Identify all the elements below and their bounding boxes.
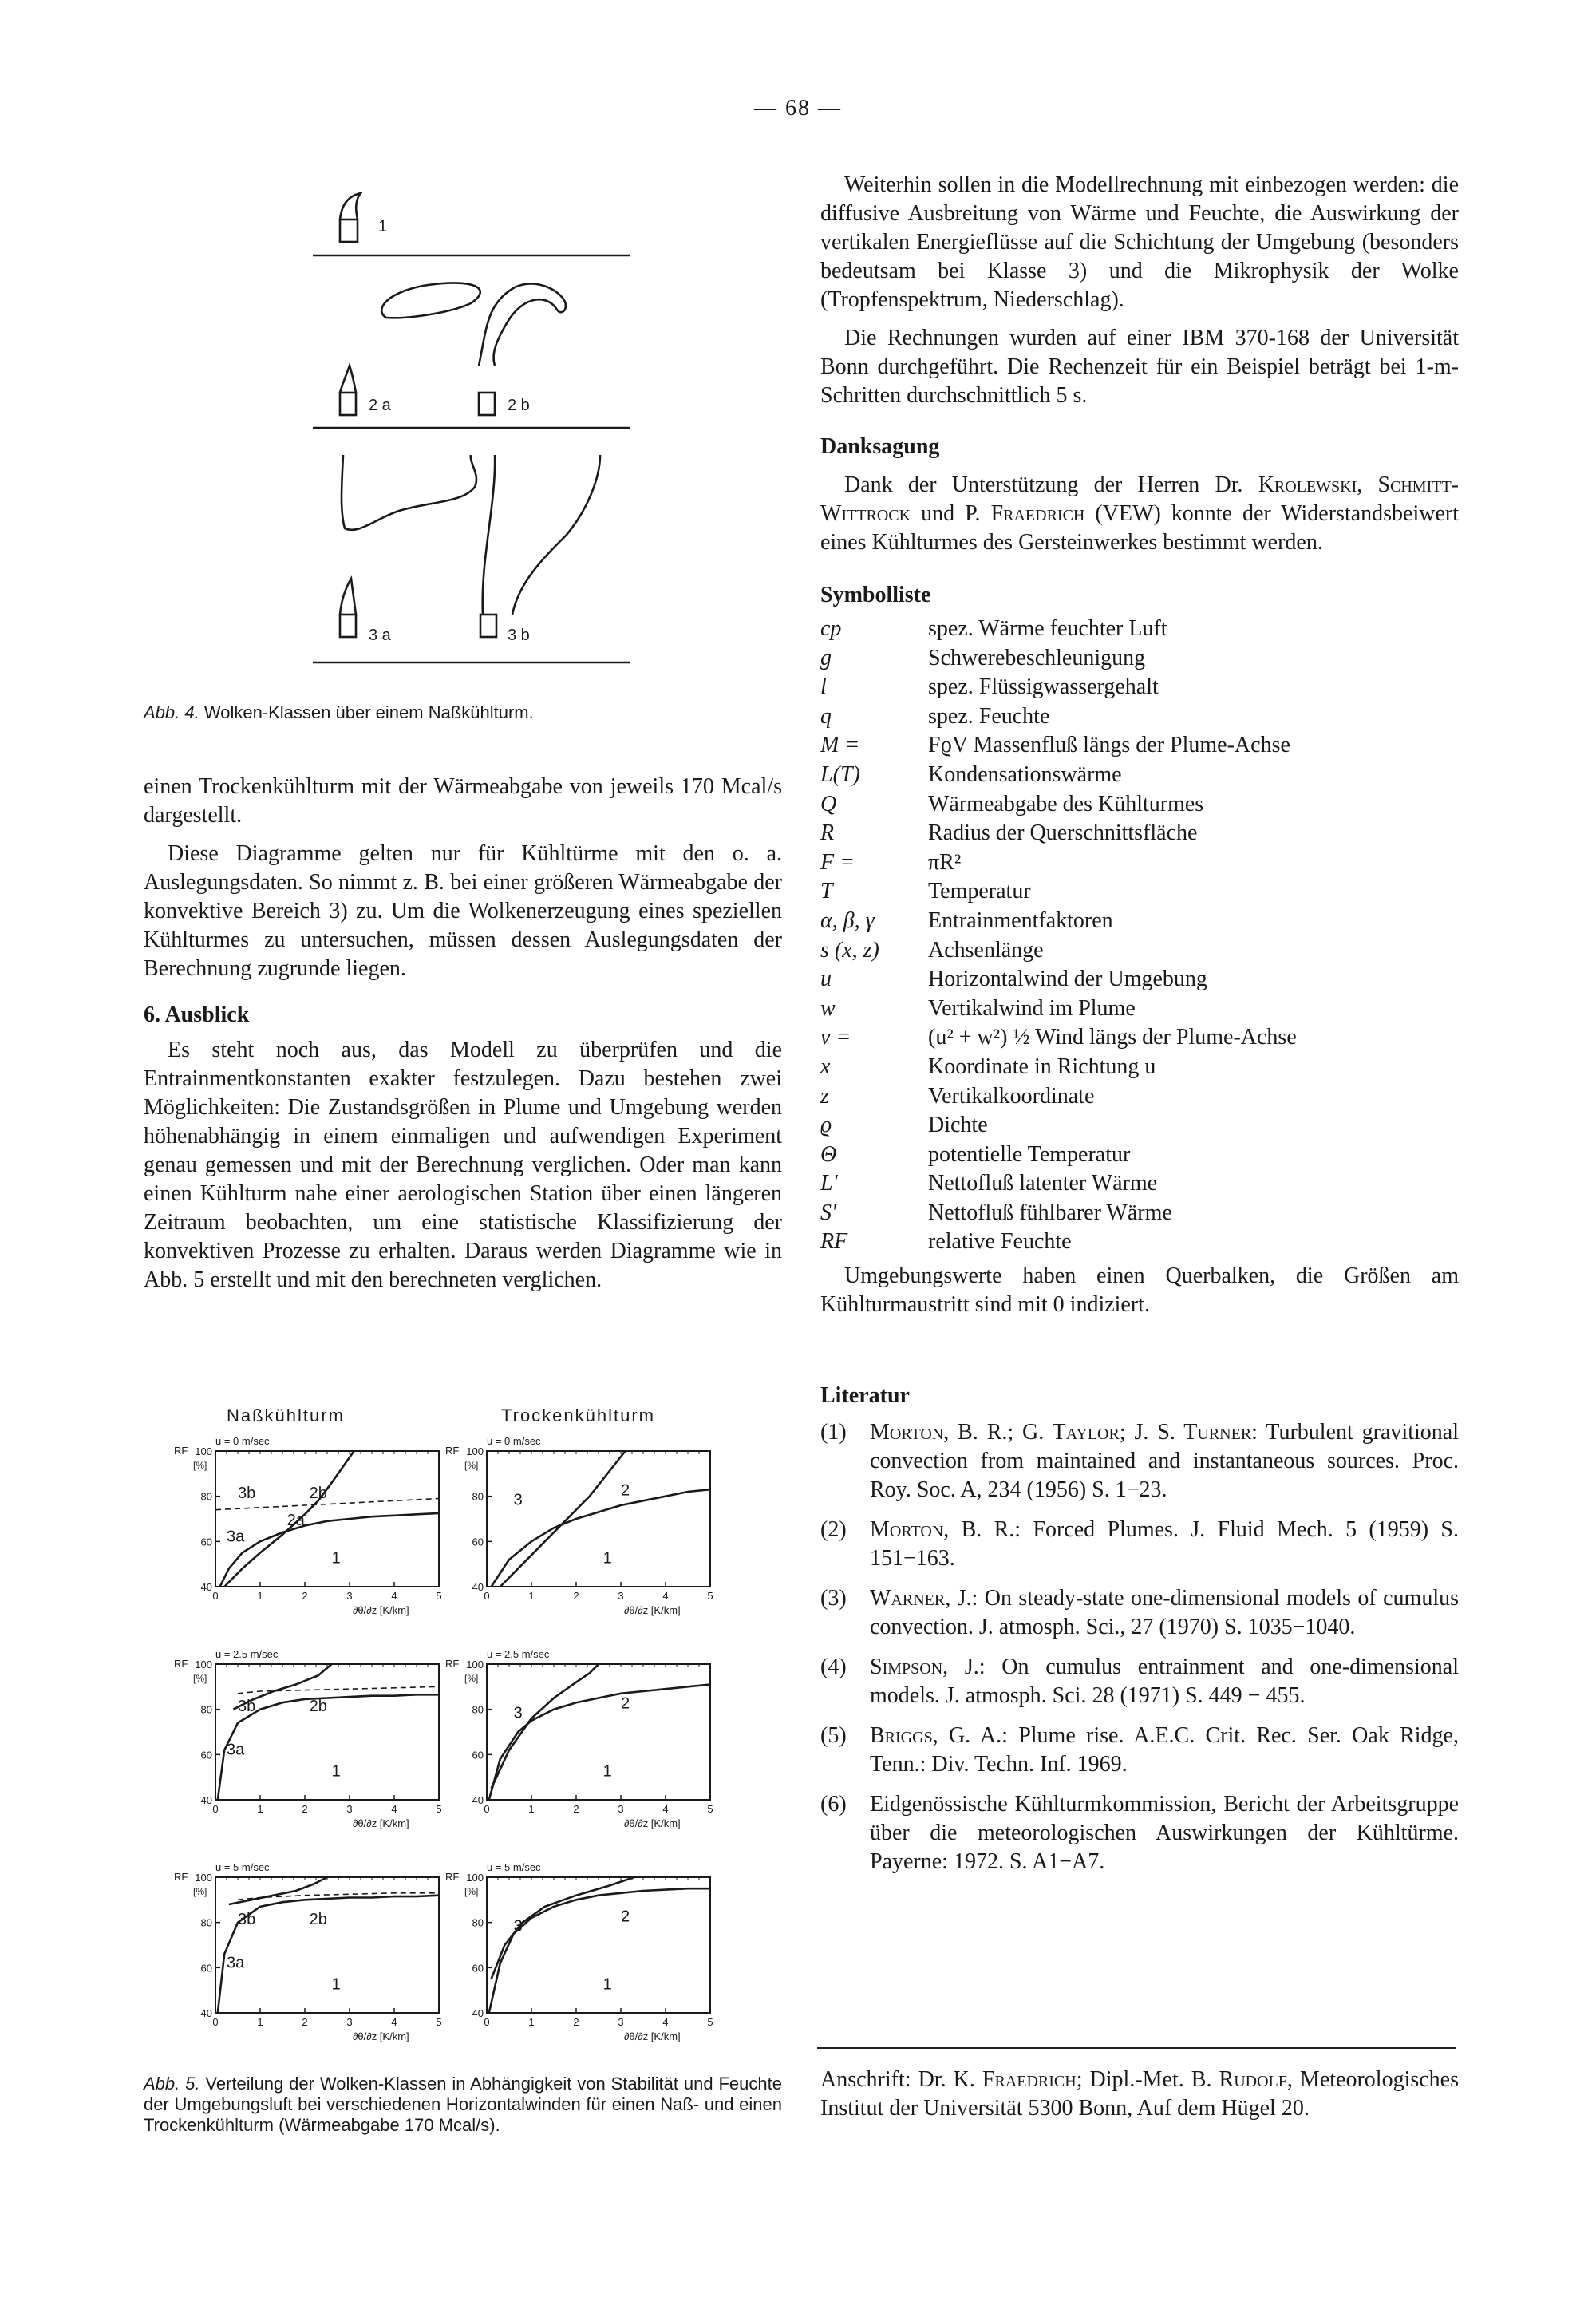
region-label: 3	[513, 1491, 523, 1509]
figure-5-caption-text: Verteilung der Wolken-Klassen in Abhängigkeit von Stabilität und Feuchte der Umgebungsluft bei verschiedenen Horizontalwinden für einen Naß- und einen Trockenkühlturm (Wärmeabgabe 170 Mcal/s).	[144, 2074, 782, 2135]
heading-thanks: Danksagung	[820, 434, 940, 459]
symbol-row	[820, 673, 1459, 702]
y-axis-unit: [%]	[193, 1886, 207, 1897]
boundary-line	[220, 1513, 439, 1587]
y-tick-label: 80	[472, 1916, 484, 1929]
symbol-description: Entrainmentfaktoren	[928, 907, 1113, 933]
x-tick-label: 5	[707, 2016, 713, 2028]
symbol-row	[820, 761, 1459, 790]
x-axis-label: ∂θ/∂z [K/km]	[624, 1817, 681, 1829]
region-label: 2a	[286, 1512, 305, 1529]
x-tick-label: 3	[618, 1803, 624, 1815]
symbol-description: spez. Feuchte	[928, 703, 1050, 729]
region-label: 1	[331, 1549, 341, 1568]
x-tick-label: 0	[484, 1590, 490, 1602]
reference-text	[870, 1722, 1459, 1779]
symbol-description: Kondensationswärme	[928, 761, 1122, 787]
reference-text	[870, 1584, 1459, 1642]
region-label: 3a	[227, 1954, 245, 1972]
thanks-part-2: ,	[1357, 472, 1378, 497]
para-model: Weiterhin sollen in die Modellrechnung mit einbezogen werden: die diffusive Ausbreitung von Wärme und Feuchte, die Auswirkung der vertikalen Energieflüsse auf die Schichtung der Umgebung (besonders bedeutsam bei Klasse 3) und die Mikrophysik der Wolke (Tropfenspektrum, Niederschlag).	[820, 172, 1459, 312]
symbol-key: u	[820, 967, 832, 992]
address-name-rudolf: Rudolf	[1219, 2067, 1287, 2092]
para-computation: Die Rechnungen wurden auf einer IBM 370-168 der Universität Bonn durchgeführt. Die Rechenzeit für ein Beispiel beträgt bei 1-m-Schritten durchschnittlich 5 s.	[820, 326, 1459, 408]
symbol-key: L(T)	[820, 761, 860, 787]
tower-2b	[479, 393, 495, 415]
symbol-description: Temperatur	[928, 879, 1031, 904]
y-axis-unit: [%]	[193, 1673, 207, 1684]
symbol-row	[820, 1169, 1459, 1199]
y-tick-label: 40	[472, 1581, 484, 1593]
para-diagrams: Diese Diagramme gelten nur für Kühltürme mit den o. a. Auslegungsdaten. So nimmt z. B. bei einer größeren Wärmeabgabe der konvektive Bereich 3) zu. Um die Wolkenerzeugung eines speziellen Kühlturmes zu untersuchen, müssen dessen Auslegungsdaten der Berechnung zugrunde liegen.	[144, 841, 782, 981]
y-tick-label: 80	[200, 1490, 212, 1503]
symbol-description: relative Feuchte	[928, 1229, 1072, 1255]
reference-body: Plume rise. A.E.C. Crit. Rec. Ser. Oak Ridge, Tenn.: Div. Techn. Inf. 1969.	[870, 1723, 1459, 1777]
address-part-2: ; Dipl.-Met. B.	[1076, 2067, 1219, 2092]
symbol-key: L'	[820, 1171, 838, 1196]
y-tick-label: 60	[472, 1749, 484, 1761]
y-tick-label: 60	[200, 1536, 212, 1548]
symbol-description: potentielle Temperatur	[928, 1141, 1131, 1167]
fig5-title-wet: Naßkühlturm	[227, 1406, 345, 1425]
y-tick-label: 100	[195, 1659, 212, 1670]
symbol-description: Horizontalwind der Umgebung	[928, 967, 1207, 992]
reference-body: On cumulus entrainment and one-dimensional models. J. atmosph. Sci. 28 (1971) S. 449 − 455.	[870, 1655, 1459, 1709]
y-tick-label: 80	[200, 1703, 212, 1716]
region-label: 2	[621, 1908, 630, 1926]
y-axis-label: RF	[174, 1871, 188, 1883]
symbol-description: Dichte	[928, 1113, 988, 1138]
boundary-line	[492, 1664, 598, 1789]
reference-number: (4)	[820, 1655, 847, 1680]
fig4-cloud-2a	[381, 283, 480, 318]
chart-frame	[215, 1451, 439, 1587]
fig5-title-dry: Trockenkühlturm	[501, 1406, 656, 1425]
symbol-row	[820, 615, 1459, 644]
reference-body: Turbulent gravitional convection from maintained and instantaneous sources. Proc. Roy. Soc. A, 234 (1956) S. 1−23.	[870, 1420, 1459, 1503]
reference-number: (2)	[820, 1517, 847, 1543]
para-continuation: einen Trockenkühlturm mit der Wärmeabgabe von jeweils 170 Mcal/s dargestellt.	[144, 774, 782, 828]
symbol-row	[820, 731, 1459, 761]
address-rule	[817, 2047, 1456, 2049]
reference-author: Warner, J.:	[870, 1586, 978, 1611]
symbol-key: cp	[820, 616, 842, 641]
reference-body: Forced Plumes. J. Fluid Mech. 5 (1959) S. 151−163.	[870, 1517, 1459, 1572]
page-number: — 68 —	[754, 96, 842, 121]
reference-author: Briggs, G. A.:	[870, 1723, 1008, 1749]
chart-title: u = 0 m/sec	[487, 1435, 541, 1447]
symbol-key: w	[820, 995, 836, 1021]
boundary-line	[492, 1877, 634, 1979]
reference-author: Simpson, J.:	[870, 1655, 986, 1680]
symbol-key: ϱ	[820, 1113, 832, 1138]
y-tick-label: 100	[195, 1445, 212, 1457]
y-tick-label: 60	[472, 1962, 484, 1975]
para-thanks	[820, 471, 1459, 557]
region-label: 2	[621, 1694, 630, 1713]
x-tick-label: 5	[707, 1590, 713, 1602]
symbol-row	[820, 848, 1459, 878]
symbol-key: g	[820, 645, 832, 670]
x-tick-label: 4	[391, 1803, 397, 1815]
symbol-description: Achsenlänge	[928, 937, 1044, 963]
symbol-row	[820, 1199, 1459, 1228]
reference-number: (1)	[820, 1420, 847, 1445]
region-label: 2b	[309, 1698, 327, 1715]
y-axis-unit: [%]	[464, 1886, 479, 1897]
symbol-key: Q	[820, 791, 837, 816]
x-tick-label: 4	[662, 1590, 669, 1602]
symbol-row	[820, 1082, 1459, 1112]
boundary-line	[492, 1489, 710, 1587]
symbol-row	[820, 1141, 1459, 1170]
chart-title: u = 2.5 m/sec	[487, 1648, 550, 1660]
x-tick-label: 4	[662, 2016, 669, 2028]
x-axis-label: ∂θ/∂z [K/km]	[353, 1817, 409, 1829]
reference-item	[820, 1516, 1459, 1573]
x-tick-label: 2	[573, 1803, 579, 1815]
symbol-description: FϱV Massenfluß längs der Plume-Achse	[928, 733, 1290, 758]
x-tick-label: 5	[436, 2016, 442, 2028]
reference-item	[820, 1418, 1459, 1504]
y-tick-label: 60	[200, 1749, 212, 1761]
x-tick-label: 3	[346, 1590, 353, 1602]
x-tick-label: 1	[257, 2016, 263, 2028]
region-label: 3	[513, 1704, 523, 1722]
chart-frame	[215, 1877, 439, 2013]
reference-item	[820, 1722, 1459, 1779]
reference-item	[820, 1790, 1459, 1876]
symbol-description: Koordinate in Richtung u	[928, 1054, 1156, 1079]
chart-frame	[487, 1664, 710, 1800]
figure-5-charts	[144, 1429, 750, 2051]
thanks-part-3: und P.	[911, 501, 991, 526]
x-tick-label: 1	[528, 1803, 535, 1815]
tower-2a	[340, 366, 356, 415]
symbol-row	[820, 1111, 1459, 1141]
x-tick-label: 0	[212, 1803, 219, 1815]
region-label: 2	[621, 1481, 630, 1500]
x-tick-label: 5	[707, 1803, 713, 1815]
symbol-key: F =	[820, 849, 855, 875]
x-axis-label: ∂θ/∂z [K/km]	[624, 2030, 681, 2042]
region-label: 3b	[238, 1485, 256, 1502]
region-label: 3b	[238, 1911, 256, 1928]
thanks-part-1: Dank der Unterstützung der Herren Dr.	[844, 472, 1258, 497]
symbol-row	[820, 644, 1459, 674]
y-axis-label: RF	[445, 1871, 460, 1883]
reference-number: (6)	[820, 1792, 847, 1817]
reference-body: On steady-state one-dimensional models of cumulus convection. J. atmosph. Sci., 27 (1970) S. 1035−1040.	[870, 1586, 1459, 1640]
region-label: 1	[602, 1975, 612, 1994]
y-axis-label: RF	[445, 1658, 460, 1670]
y-axis-unit: [%]	[464, 1460, 479, 1471]
right-column-text	[820, 171, 1459, 1888]
x-tick-label: 2	[302, 1590, 308, 1602]
x-tick-label: 3	[618, 2016, 624, 2028]
y-tick-label: 100	[466, 1445, 484, 1457]
reference-text	[870, 1653, 1459, 1710]
reference-author: Morton, B. R.:	[870, 1517, 1021, 1543]
para-outlook: Es steht noch aus, das Modell zu überprüfen und die Entrainmentkonstanten exakter festzulegen. Dazu bestehen zwei Möglichkeiten: Die Zustandsgrößen in Plume und Umgebung werden höhenabhängig in einem einmaligen und aufwendigen Experiment genau gemessen und mit der Berechnung verglichen. Oder man kann einen Kühlturm nahe einer aerologischen Station über einen längeren Zeitraum beobachten, um eine statistische Klassifizierung der konvektiven Prozesse zu erhalten. Daraus werden Diagramme wie in Abb. 5 erstellt und mit den berechneten verglichen.	[144, 1038, 782, 1292]
x-tick-label: 1	[528, 2016, 535, 2028]
x-tick-label: 3	[618, 1590, 624, 1602]
symbol-key: M =	[820, 733, 860, 758]
symbol-description: Wärmeabgabe des Kühlturmes	[928, 791, 1204, 816]
symbol-row	[820, 907, 1459, 936]
symbol-description: Nettofluß fühlbarer Wärme	[928, 1200, 1172, 1225]
chart-frame	[215, 1664, 439, 1800]
symbol-key: α, β, γ	[820, 907, 875, 933]
x-tick-label: 0	[212, 2016, 219, 2028]
figure-4	[303, 184, 654, 678]
address	[820, 2066, 1459, 2123]
y-axis-unit: [%]	[464, 1673, 479, 1684]
y-axis-label: RF	[174, 1445, 188, 1457]
symbol-key: z	[820, 1083, 829, 1109]
symbol-description: Nettofluß latenter Wärme	[928, 1171, 1158, 1196]
heading-symbols: Symbolliste	[820, 583, 931, 607]
x-axis-label: ∂θ/∂z [K/km]	[353, 1604, 409, 1616]
reference-body: Eidgenössische Kühlturmkommission, Bericht der Arbeitsgruppe über die meteorologischen Auswirkungen der Kühltürme. Payerne: 1972. S. A1−A7.	[870, 1792, 1459, 1875]
x-axis-label: ∂θ/∂z [K/km]	[353, 2030, 409, 2042]
reference-list	[820, 1418, 1459, 1876]
address-part-3: , Meteorologisches Institut der Universität 5300 Bonn, Auf dem Hügel 20.	[820, 2067, 1459, 2121]
x-axis-label: ∂θ/∂z [K/km]	[624, 1604, 681, 1616]
y-tick-label: 40	[472, 2007, 484, 2019]
x-tick-label: 2	[573, 1590, 579, 1602]
symbol-key: RF	[820, 1229, 848, 1255]
figure-5-caption-label: Abb. 5.	[144, 2074, 200, 2094]
fig4-cloud-3a	[342, 455, 476, 530]
chart-frame	[487, 1877, 710, 2013]
x-tick-label: 4	[391, 1590, 397, 1602]
symbol-description: spez. Wärme feuchter Luft	[928, 616, 1167, 641]
y-tick-label: 40	[200, 1794, 212, 1806]
reference-item	[820, 1584, 1459, 1642]
region-label: 3	[513, 1917, 523, 1935]
fig4-label-2a: 2 a	[369, 397, 391, 414]
tower-1	[340, 193, 361, 242]
symbol-description: (u² + w²) ½ Wind längs der Plume-Achse	[928, 1025, 1297, 1050]
symbol-key: R	[820, 820, 835, 846]
left-column-text	[144, 773, 782, 1304]
symbol-description: Radius der Querschnittsfläche	[928, 820, 1198, 846]
symbol-key: v =	[820, 1025, 851, 1050]
y-tick-label: 60	[472, 1536, 484, 1548]
reference-text	[870, 1790, 1459, 1876]
y-tick-label: 100	[195, 1872, 212, 1884]
symbol-row	[820, 965, 1459, 994]
symbol-key: T	[820, 879, 833, 904]
reference-number: (5)	[820, 1723, 847, 1749]
x-tick-label: 2	[302, 2016, 308, 2028]
region-label: 1	[602, 1762, 612, 1781]
symbol-row	[820, 702, 1459, 732]
thanks-name-schmitt-wittrock: Schmitt-Wittrock	[820, 472, 1460, 526]
chart-title: u = 2.5 m/sec	[215, 1648, 279, 1660]
x-tick-label: 3	[346, 2016, 353, 2028]
symbol-key: q	[820, 703, 832, 729]
x-tick-label: 1	[528, 1590, 535, 1602]
x-tick-label: 0	[484, 1803, 490, 1815]
x-tick-label: 0	[212, 1590, 219, 1602]
figure-4-caption	[144, 702, 766, 723]
region-label: 3b	[238, 1698, 256, 1715]
y-tick-label: 100	[466, 1659, 484, 1670]
symbol-row	[820, 1228, 1459, 1257]
x-tick-label: 5	[436, 1590, 442, 1602]
x-tick-label: 5	[436, 1803, 442, 1815]
x-tick-label: 2	[302, 1803, 308, 1815]
region-label: 3a	[227, 1528, 245, 1546]
fig4-cloud-3b	[483, 455, 600, 615]
region-label: 3a	[227, 1741, 245, 1759]
region-label: 1	[331, 1762, 341, 1781]
address-part-1: Anschrift: Dr. K.	[820, 2067, 982, 2092]
fig4-label-3a: 3 a	[369, 627, 391, 644]
figure-4-caption-text: Wolken-Klassen über einem Naßkühlturm.	[203, 702, 534, 722]
y-tick-label: 40	[200, 2007, 212, 2019]
region-label: 1	[602, 1549, 612, 1568]
x-tick-label: 0	[484, 2016, 490, 2028]
region-label: 1	[331, 1975, 341, 1994]
symbol-description: Vertikalkoordinate	[928, 1083, 1095, 1109]
address-name-fraedrich: Fraedrich	[982, 2067, 1077, 2092]
fig4-cloud-2b	[479, 283, 566, 366]
symbol-list	[820, 615, 1459, 1257]
figure-5-caption	[144, 2074, 782, 2136]
symbol-description: Vertikalwind im Plume	[928, 995, 1136, 1021]
thanks-part-4: (VEW) konnte der Widerstandsbeiwert eines Kühlturmes des Gersteinwerkes bestimmt werden.	[820, 501, 1460, 555]
thanks-name-fraedrich: Fraedrich	[990, 501, 1085, 526]
symbol-row	[820, 1023, 1459, 1053]
tower-3b	[480, 615, 496, 637]
x-tick-label: 1	[257, 1803, 263, 1815]
reference-number: (3)	[820, 1586, 847, 1611]
reference-text	[870, 1516, 1459, 1573]
x-tick-label: 1	[257, 1590, 263, 1602]
y-tick-label: 40	[200, 1581, 212, 1593]
symbol-description: πR²	[928, 849, 962, 875]
reference-author: Morton, B. R.; G. Taylor; J. S. Turner:	[870, 1420, 1258, 1445]
x-tick-label: 4	[391, 2016, 397, 2028]
symbol-description: spez. Flüssigwassergehalt	[928, 674, 1159, 700]
region-label: 2b	[309, 1485, 327, 1502]
para-symbols-note: Umgebungswerte haben einen Querbalken, die Größen am Kühlturmaustritt sind mit 0 indiziert.	[820, 1263, 1459, 1318]
chart-title: u = 0 m/sec	[215, 1435, 270, 1447]
fig4-label-1: 1	[378, 218, 388, 235]
x-tick-label: 3	[346, 1803, 353, 1815]
y-axis-unit: [%]	[193, 1460, 207, 1471]
symbol-key: Θ	[820, 1141, 837, 1167]
thanks-name-krolewski: Krolewski	[1258, 472, 1357, 497]
symbol-row	[820, 1053, 1459, 1082]
symbol-key: S'	[820, 1200, 836, 1225]
symbol-key: x	[820, 1054, 831, 1079]
y-tick-label: 80	[200, 1916, 212, 1929]
boundary-line	[489, 1888, 710, 2013]
region-label: 2b	[309, 1911, 327, 1928]
symbol-key: l	[820, 674, 827, 700]
tower-3a	[340, 579, 356, 637]
symbol-row	[820, 819, 1459, 848]
heading-literature: Literatur	[820, 1383, 910, 1409]
symbol-description: Schwerebeschleunigung	[928, 645, 1146, 670]
y-tick-label: 60	[200, 1962, 212, 1975]
figure-4-caption-label: Abb. 4.	[144, 702, 200, 722]
y-tick-label: 80	[472, 1490, 484, 1503]
x-tick-label: 4	[662, 1803, 669, 1815]
y-tick-label: 40	[472, 1794, 484, 1806]
reference-item	[820, 1653, 1459, 1710]
symbol-row	[820, 877, 1459, 907]
y-axis-label: RF	[174, 1658, 188, 1670]
boundary-line	[489, 1685, 710, 1801]
y-tick-label: 100	[466, 1872, 484, 1884]
y-axis-label: RF	[445, 1445, 460, 1457]
symbol-row	[820, 790, 1459, 820]
fig4-label-3b: 3 b	[508, 627, 530, 644]
y-tick-label: 80	[472, 1703, 484, 1716]
x-tick-label: 2	[573, 2016, 579, 2028]
symbol-row	[820, 936, 1459, 966]
fig4-label-2b: 2 b	[508, 397, 530, 414]
symbol-key: s (x, z)	[820, 937, 879, 963]
heading-outlook: 6. Ausblick	[144, 1002, 250, 1027]
chart-title: u = 5 m/sec	[487, 1861, 541, 1873]
symbol-row	[820, 994, 1459, 1024]
reference-text	[870, 1418, 1459, 1504]
chart-title: u = 5 m/sec	[215, 1861, 270, 1873]
